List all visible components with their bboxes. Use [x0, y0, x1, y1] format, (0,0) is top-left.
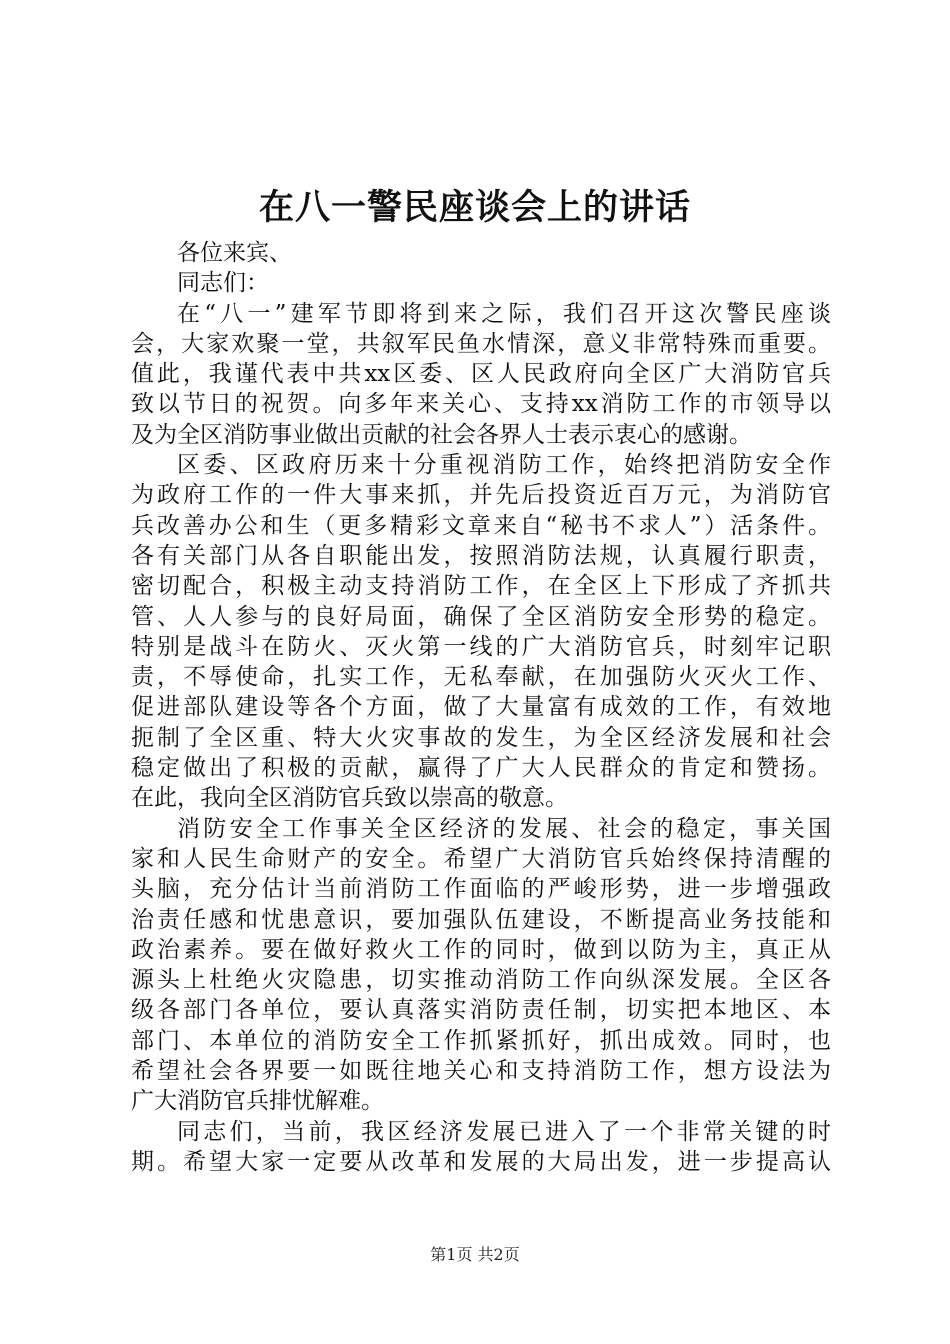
page-footer: 第1页 共2页: [430, 1245, 520, 1264]
text-line: 密切配合，积极主动支持消防工作，在全区上下形成了齐抓共: [131, 573, 831, 600]
text-line: 源头上杜绝火灾隐患，切实推动消防工作向纵深发展。全区各: [131, 967, 831, 994]
text-line: 致以节日的祝贺。向多年来关心、支持xx消防工作的市领导以: [131, 391, 831, 418]
text-line: 扼制了全区重、特大火灾事故的发生，为全区经济发展和社会: [131, 724, 831, 751]
text-line: 在“八一”建军节即将到来之际，我们召开这次警民座谈: [177, 300, 831, 327]
text-line: 为政府工作的一件大事来抓，并先后投资近百万元，为消防官: [131, 482, 831, 509]
text-line: 特别是战斗在防火、灭火第一线的广大消防官兵，时刻牢记职: [131, 633, 831, 660]
text-line: 促进部队建设等各个方面，做了大量富有成效的工作，有效地: [131, 694, 831, 721]
text-line: 家和人民生命财产的安全。希望广大消防官兵始终保持清醒的: [131, 845, 831, 872]
text-line: 兵改善办公和生（更多精彩文章来自“秘书不求人”）活条件。: [131, 512, 831, 539]
salutation-line: 各位来宾、: [177, 240, 292, 266]
document-body: [131, 238, 831, 1177]
text-line: 头脑，充分估计当前消防工作面临的严峻形势，进一步增强政: [131, 876, 831, 903]
text-line: 消防安全工作事关全区经济的发展、社会的稳定，事关国: [177, 815, 831, 842]
text-line: 期。希望大家一定要从改革和发展的大局出发，进一步提高认: [131, 1148, 831, 1175]
text-line: 稳定做出了积极的贡献，赢得了广大人民群众的肯定和赞扬。: [131, 755, 831, 782]
document-title: 在八一警民座谈会上的讲话: [258, 187, 691, 228]
text-line: 同志们，当前，我区经济发展已进入了一个非常关键的时: [177, 1118, 831, 1145]
text-line: 责，不辱使命，扎实工作，无私奉献，在加强防火灭火工作、: [131, 664, 831, 691]
text-line: 及为全区消防事业做出贡献的社会各界人士表示衷心的感谢。: [131, 421, 752, 448]
text-line: 希望社会各界要一如既往地关心和支持消防工作，想方设法为: [131, 1058, 831, 1085]
text-line: 广大消防官兵排忧解难。: [131, 1088, 384, 1115]
text-line: 在此，我向全区消防官兵致以崇高的敬意。: [131, 785, 568, 812]
text-line: 区委、区政府历来十分重视消防工作，始终把消防安全作: [177, 452, 831, 479]
text-line: 管、人人参与的良好局面，确保了全区消防安全形势的稳定。: [131, 603, 831, 630]
text-line: 治责任感和忧患意识，要加强队伍建设，不断提高业务技能和: [131, 906, 831, 933]
text-line: 会，大家欢聚一堂，共叙军民鱼水情深，意义非常特殊而重要。: [131, 330, 831, 357]
text-line: 政治素养。要在做好救火工作的同时，做到以防为主，真正从: [131, 936, 831, 963]
text-line: 各有关部门从各自职能出发，按照消防法规，认真履行职责，: [131, 542, 831, 569]
salutation-line: 同志们：: [177, 270, 269, 297]
text-line: 级各部门各单位，要认真落实消防责任制，切实把本地区、本: [131, 997, 831, 1024]
text-line: 值此，我谨代表中共xx区委、区人民政府向全区广大消防官兵: [131, 361, 831, 388]
text-line: 部门、本单位的消防安全工作抓紧抓好，抓出成效。同时，也: [131, 1027, 831, 1054]
